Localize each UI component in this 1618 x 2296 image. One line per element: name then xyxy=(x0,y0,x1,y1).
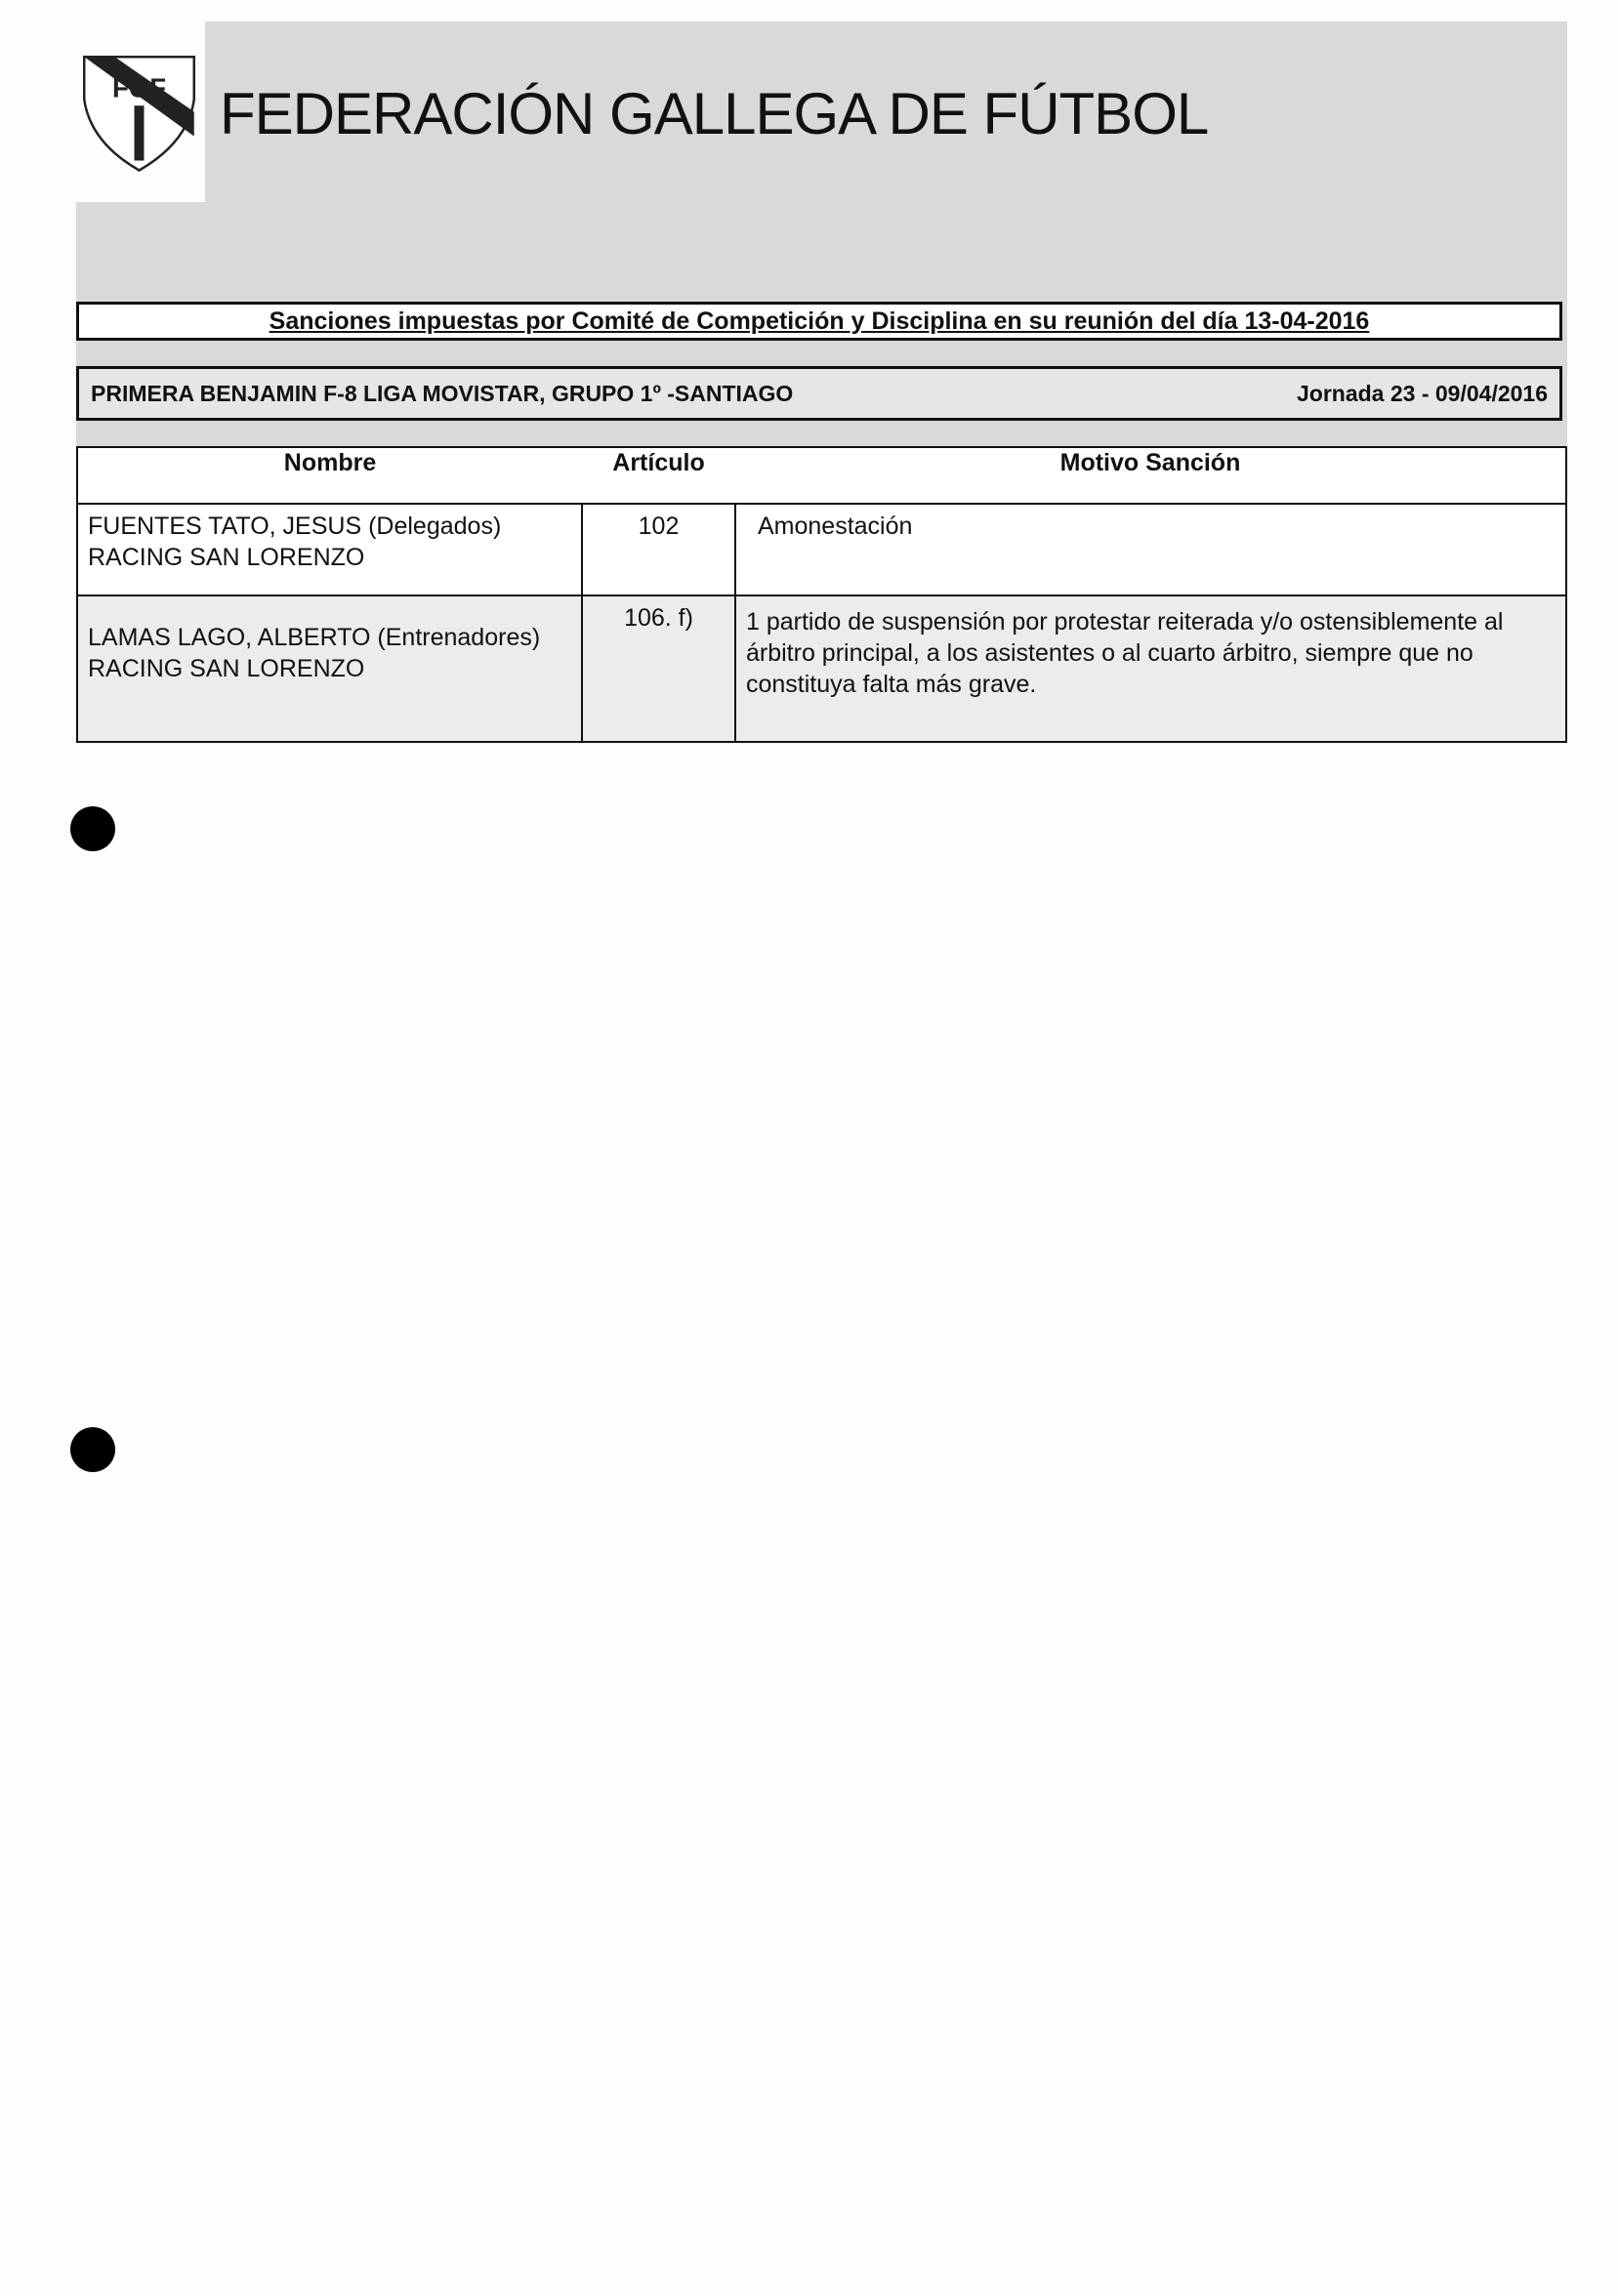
header-motivo: Motivo Sanción xyxy=(735,447,1566,504)
header-nombre: Nombre xyxy=(77,447,582,504)
page-title: FEDERACIÓN GALLEGA DE FÚTBOL xyxy=(220,81,1209,146)
competition-name: PRIMERA BENJAMIN F-8 LIGA MOVISTAR, GRUPO 1º -SANTIAGO xyxy=(91,381,794,406)
punch-hole-icon xyxy=(70,1427,115,1472)
cell-name xyxy=(77,504,582,595)
header-articulo: Artículo xyxy=(582,447,735,504)
table-header xyxy=(77,447,1566,504)
svg-text:FGF: FGF xyxy=(112,72,166,103)
sanctions-heading-box xyxy=(76,302,1562,341)
person-name: LAMAS LAGO, ALBERTO (Entrenadores) xyxy=(88,624,541,651)
club-name: RACING SAN LORENZO xyxy=(88,655,365,682)
cell-article: 106. f) xyxy=(582,595,735,742)
person-name: FUENTES TATO, JESUS (Delegados) xyxy=(88,512,502,540)
competition-round: Jornada 23 - 09/04/2016 xyxy=(1297,381,1548,406)
cell-name xyxy=(77,595,582,742)
cell-reason: Amonestación xyxy=(735,504,1566,595)
sanctions-heading: Sanciones impuestas por Comité de Competición y Disciplina en su reunión del día 13-04-2016 xyxy=(269,308,1370,335)
table-row xyxy=(77,504,1566,595)
competition-box xyxy=(76,366,1562,421)
cell-article: 102 xyxy=(582,504,735,595)
punch-hole-icon xyxy=(70,806,115,851)
federation-logo-icon xyxy=(78,51,200,173)
sanctions-table xyxy=(76,446,1567,743)
cell-reason: 1 partido de suspensión por protestar reiterada y/o ostensiblemente al árbitro principal, a los asistentes o al cuarto árbitro, siempre que no constituya falta más grave. xyxy=(735,595,1566,742)
table-row xyxy=(77,595,1566,742)
club-name: RACING SAN LORENZO xyxy=(88,544,365,571)
